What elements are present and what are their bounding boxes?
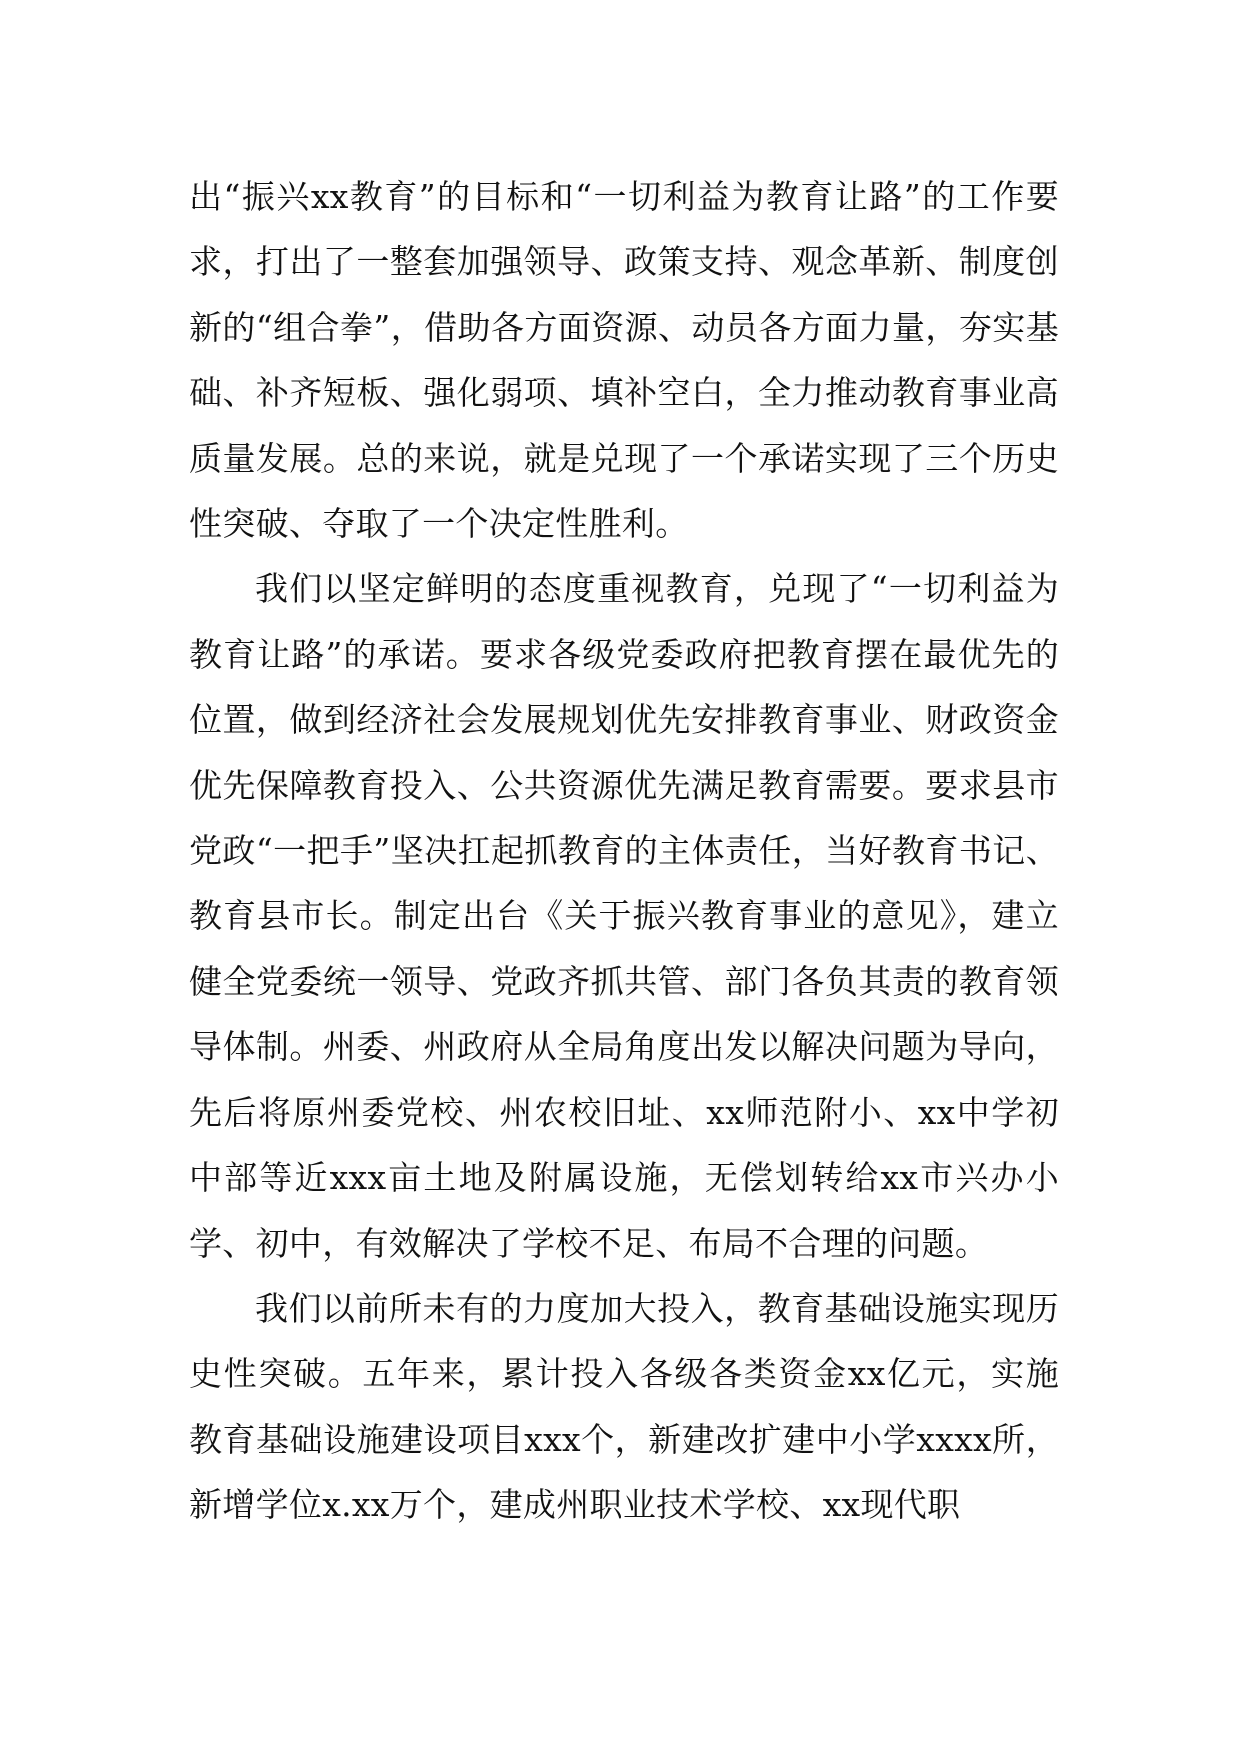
paragraph-2: 我们以坚定鲜明的态度重视教育，兑现了“一切利益为教育让路”的承诺。要求各级党委政府把教育摆在最优先的位置，做到经济社会发展规划优先安排教育事业、财政资金优先保障教育投入、公共资源优先满足教育需要。要求县市党政“一把手”坚决扛起抓教育的主体责任，当好教育书记、教育县市长。制定出台《关于振兴教育事业的意见》，建立健全党委统一领导、党政齐抓共管、部门各负其责的教育领导体制。州委、州政府从全局角度出发以解决问题为导向，先后将原州委党校、州农校旧址、xx师范附小、xx中学初中部等近xxx亩土地及附属设施，无偿划转给xx市兴办小学、初中，有效解决了学校不足、布局不合理的问题。 xyxy=(189,569,1059,1263)
paragraph-1: 出“振兴xx教育”的目标和“一切利益为教育让路”的工作要求，打出了一整套加强领导、政策支持、观念革新、制度创新的“组合拳”，借助各方面资源、动员各方面力量，夯实基础、补齐短板、强化弱项、填补空白，全力推动教育事业高质量发展。总的来说，就是兑现了一个承诺实现了三个历史性突破、夺取了一个决定性胜利。 xyxy=(189,177,1059,544)
paragraph-3: 我们以前所未有的力度加大投入，教育基础设施实现历史性突破。五年来，累计投入各级各类资金xx亿元，实施教育基础设施建设项目xxx个，新建改扩建中小学xxxx所，新增学位x.xx万个，建成州职业技术学校、xx现代职 xyxy=(189,1288,1059,1525)
body-text xyxy=(189,164,1059,1538)
